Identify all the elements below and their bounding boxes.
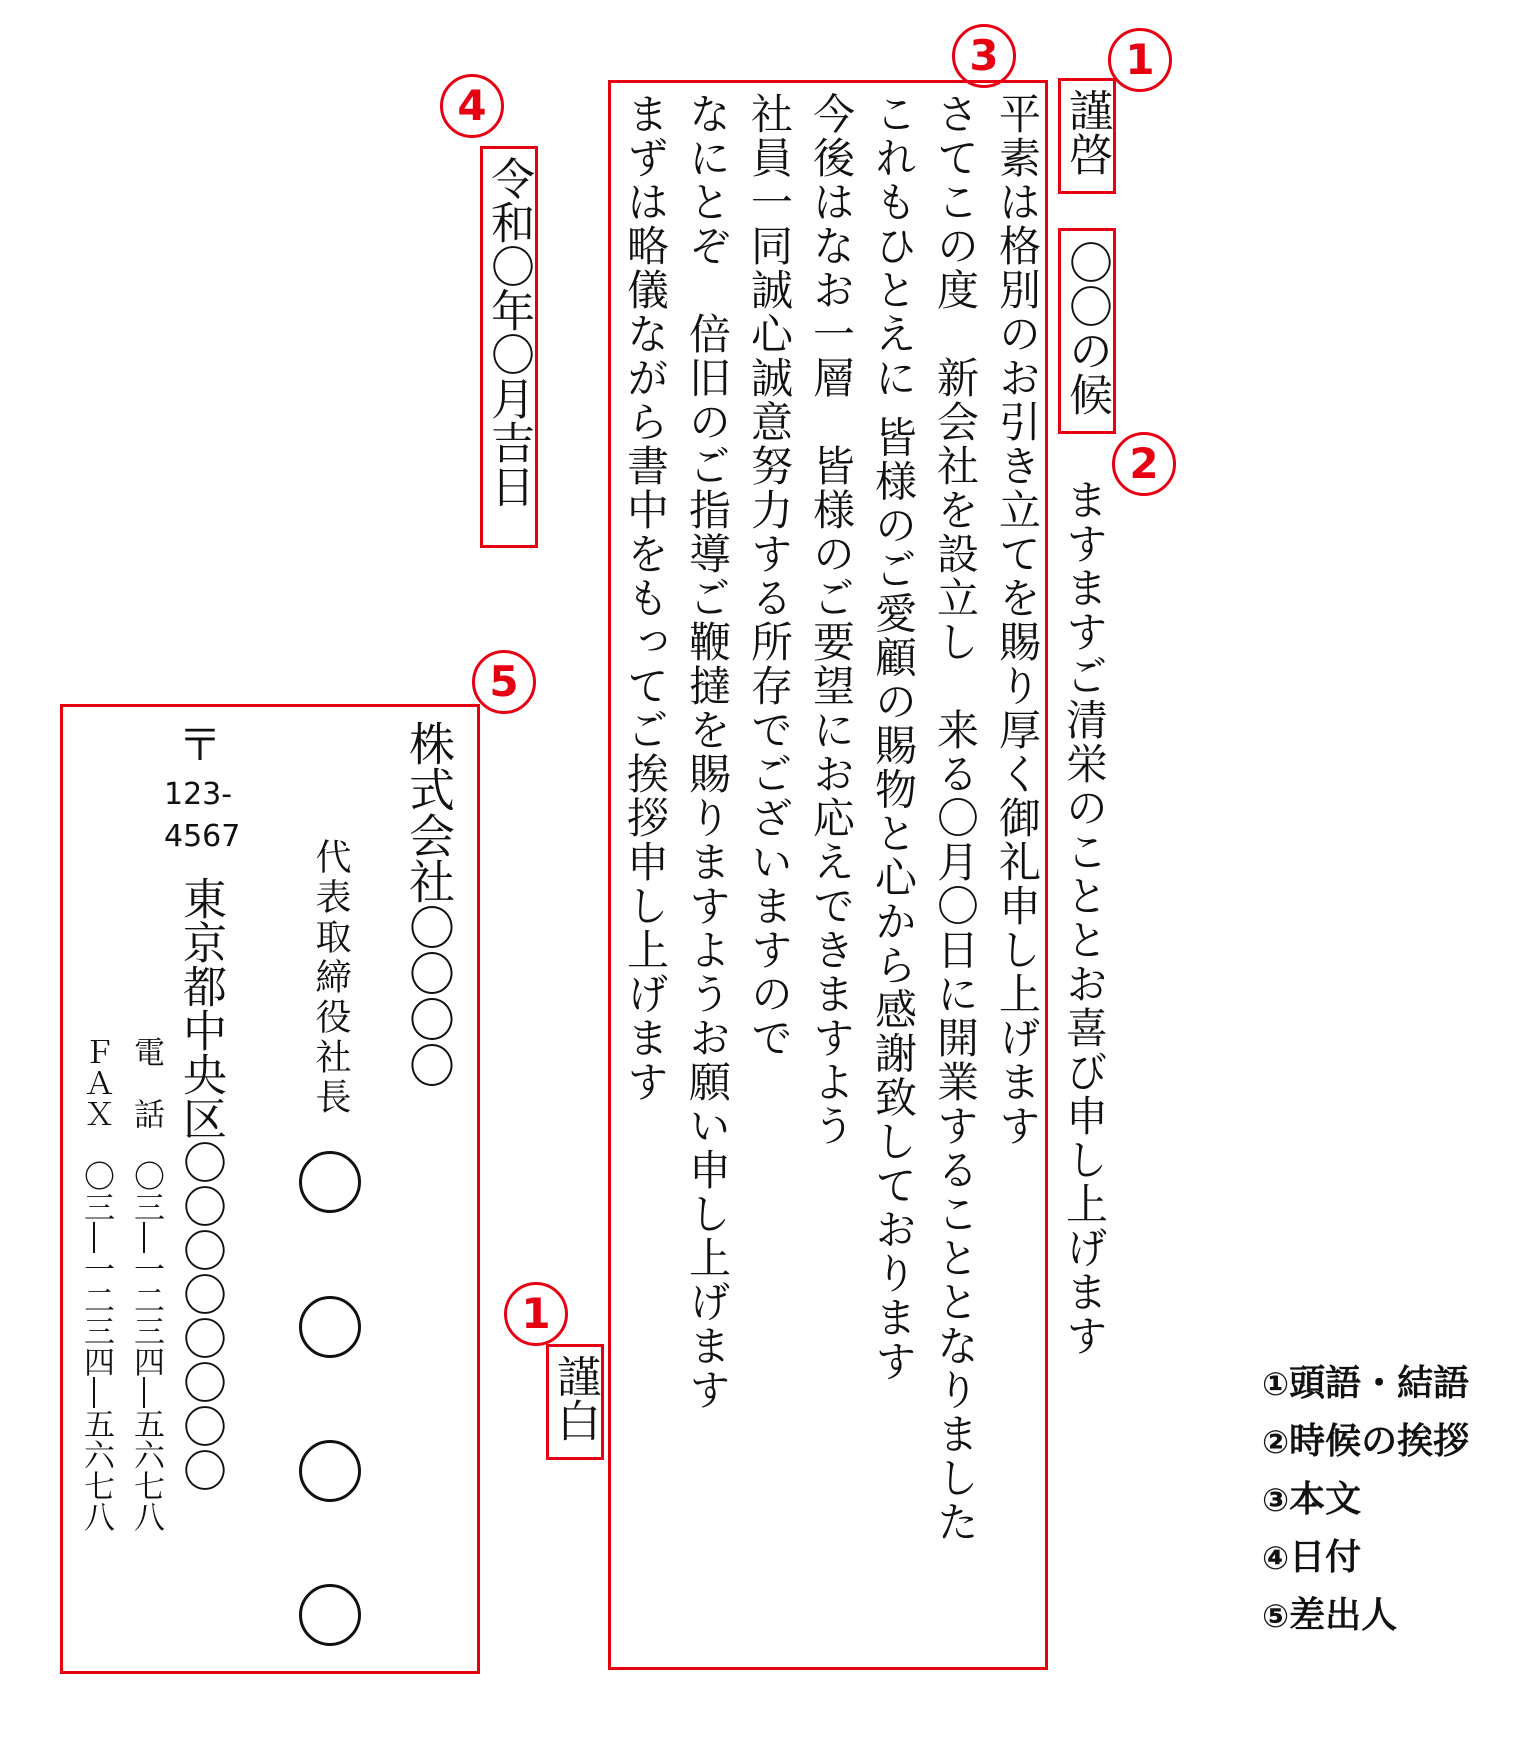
legend-item-2: ②時候の挨拶 bbox=[1262, 1421, 1470, 1462]
seal-circle-2 bbox=[299, 1296, 361, 1358]
season-greeting: 〇〇の候 bbox=[1061, 240, 1112, 416]
marker-5: 5 bbox=[472, 650, 536, 714]
greeting-line: ますますご清栄のこととお喜び申し上げます bbox=[1060, 478, 1109, 1358]
legend-item-5: ⑤差出人 bbox=[1262, 1595, 1398, 1636]
body-line-1: 平素は格別のお引き立てを賜り厚く御礼申し上げます bbox=[993, 92, 1042, 1148]
postal-code-1: 123- bbox=[164, 777, 233, 812]
body-line-2: さてこの度 新会社を設立し 来る〇月〇日に開業することとなりました bbox=[931, 92, 980, 1544]
body-line-3: これもひとえに 皆様のご愛顧の賜物と心から感謝致しております bbox=[869, 92, 918, 1384]
body-line-5: 社員一同誠心誠意努力する所存でございますので bbox=[745, 92, 794, 1060]
legend-item-3: ③本文 bbox=[1262, 1479, 1362, 1520]
sender-company: 株式会社〇〇〇〇 bbox=[402, 720, 456, 1088]
sender-tel: 電 話 〇三―一二三四―五六七八 bbox=[128, 1036, 164, 1532]
closing-word: 謹白 bbox=[549, 1354, 600, 1442]
legend-item-4: ④日付 bbox=[1262, 1537, 1362, 1578]
opening-word: 謹啓 bbox=[1061, 88, 1112, 176]
postal-mark: 〒 bbox=[178, 720, 222, 771]
date-text: 令和〇年〇月吉日 bbox=[483, 156, 534, 508]
seal-circle-4 bbox=[299, 1584, 361, 1646]
seal-circle-1 bbox=[299, 1151, 361, 1213]
sender-address: 東京都中央区〇〇〇〇〇〇〇〇 bbox=[175, 876, 226, 1492]
legend-item-1: ①頭語・結語 bbox=[1262, 1363, 1470, 1404]
body-line-4: 今後はなお一層 皆様のご要望にお応えできますよう bbox=[807, 92, 856, 1148]
marker-3: 3 bbox=[952, 24, 1016, 88]
sender-title: 代表取締役社長 bbox=[310, 838, 351, 1118]
marker-1-closing: 1 bbox=[504, 1282, 568, 1346]
body-line-6: なにとぞ 倍旧のご指導ご鞭撻を賜りますようお願い申し上げます bbox=[683, 92, 732, 1412]
seal-circle-3 bbox=[299, 1440, 361, 1502]
marker-4: 4 bbox=[440, 74, 504, 138]
body-line-7: まずは略儀ながら書中をもってご挨拶申し上げます bbox=[621, 92, 670, 1104]
sender-fax: ＦＡＸ 〇三―一二三四―五六七八 bbox=[78, 1036, 114, 1532]
marker-2: 2 bbox=[1112, 432, 1176, 496]
marker-1-opening: 1 bbox=[1108, 28, 1172, 92]
postal-code-2: 4567 bbox=[164, 819, 241, 854]
